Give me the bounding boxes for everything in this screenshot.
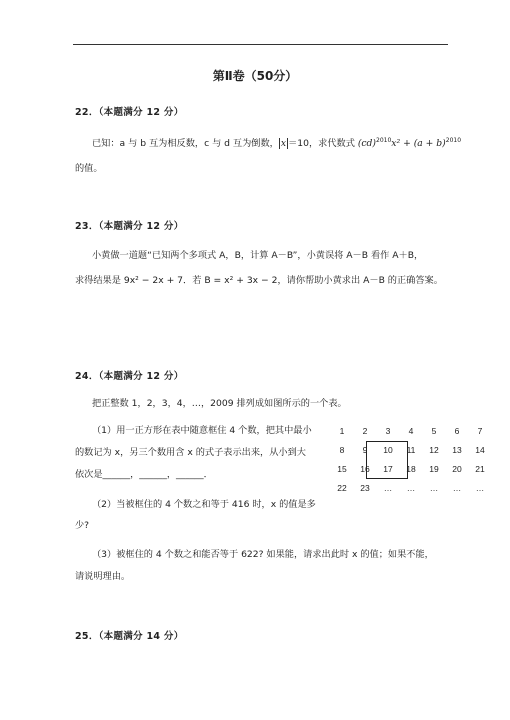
table-cell: 9 [362,445,368,455]
q24-p2-line2: 少? [75,520,90,531]
table-cell: … [429,483,439,493]
table-cell: … [406,483,416,493]
table-cell: … [452,483,462,493]
q24-p3-line2: 请说明理由。 [75,571,131,582]
framing-square [366,441,408,479]
q22-abs-x: x [280,138,287,149]
table-cell: 18 [406,464,416,474]
q24-p1-line2: 的数记为 x，另三个数用含 x 的式子表示出来，从小到大 [75,447,306,458]
q24-p1-line1: （1）用一正方形在表中随意框住 4 个数，把其中最小 [92,425,312,436]
table-cell: 23 [360,483,370,493]
q22-line2: 的值。 [75,163,103,174]
q24-p3-line1: （3）被框住的 4 个数之和能否等于 622? 如果能，请求出此时 x 的值；如果不能， [92,549,434,560]
table-cell: 2 [362,426,368,436]
section-title: 第Ⅱ卷（50分） [212,69,298,83]
table-cell: 13 [452,445,462,455]
q22-heading: 22．（本题满分 12 分） [75,107,184,118]
q23-line2: 求得结果是 9x² − 2x + 7．若 B = x² + 3x − 2，请你帮助小黄求出 A－B 的正确答案。 [75,275,443,286]
table-cell: 15 [337,464,347,474]
table-cell: 10 [383,445,393,455]
table-cell: 8 [339,445,345,455]
top-rule [73,44,448,45]
table-cell: 21 [475,464,485,474]
table-cell: … [383,483,393,493]
q22-expr-cd: (cd) [357,138,377,149]
q23-line1: 小黄做一道题“已知两个多项式 A，B，计算 A－B”，小黄误将 A－B 看作 A＋B， [92,250,424,261]
q25-heading: 25．（本题满分 14 分） [75,631,184,642]
q22-text-pre: 已知：a 与 b 互为相反数，c 与 d 互为倒数， [92,138,279,149]
table-cell: 11 [406,445,416,455]
table-cell: 16 [360,464,370,474]
table-cell: 19 [429,464,439,474]
table-cell: 14 [475,445,485,455]
q22-exp1: 2010 [376,136,392,144]
q22-text-mid: ＝10，求代数式 [288,138,358,149]
table-cell: 1 [339,426,345,436]
q22-line1 [92,135,461,149]
q22-exp2: 2010 [445,136,462,144]
table-cell: 5 [431,426,437,436]
q24-p1-line3: 依次是______，______，______． [75,469,213,480]
q23-heading: 23．（本题满分 12 分） [75,221,184,232]
table-cell: 12 [429,445,439,455]
table-cell: 7 [477,426,483,436]
q24-p2-line1: （2）当被框住的 4 个数之和等于 416 时，x 的值是多 [92,499,316,510]
q22-expr-rest: x² + (a + b) [391,138,446,149]
table-cell: 17 [383,464,393,474]
table-cell: 4 [408,426,414,436]
table-cell: 3 [385,426,391,436]
q24-intro: 把正整数 1，2，3，4，…，2009 排列成如图所示的一个表。 [92,398,347,409]
table-cell: 22 [337,483,347,493]
table-cell: 20 [452,464,462,474]
table-cell: 6 [454,426,460,436]
table-cell: … [475,483,485,493]
q24-heading: 24．（本题满分 12 分） [75,371,184,382]
